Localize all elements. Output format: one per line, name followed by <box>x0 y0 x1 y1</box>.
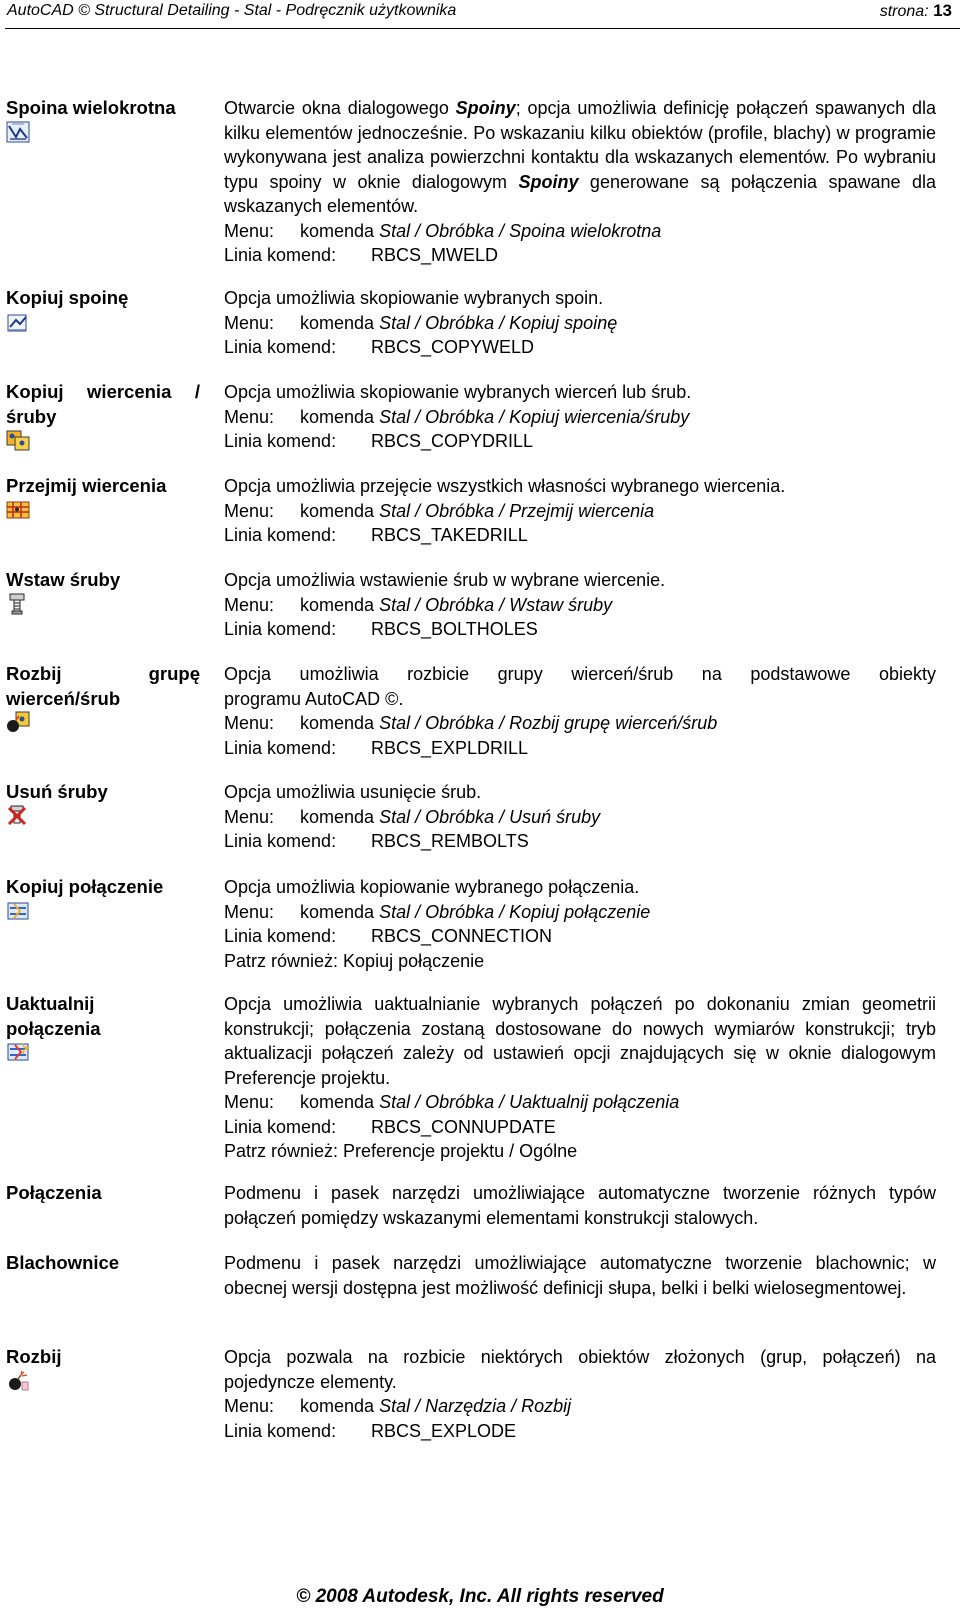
menu-path: Stal / Obróbka / Spoina wielokrotna <box>379 220 662 241</box>
entry-description <box>224 1345 936 1443</box>
entry-description <box>224 286 936 360</box>
explode-drill-group-icon <box>6 711 30 733</box>
explode-icon <box>6 1370 30 1392</box>
description-text: Otwarcie okna dialogowego Spoiny; opcja umożliwia definicję połączeń spawanych dla kilku elementów jednocześnie. Po wskazaniu kilku obiektów (profile, blachy) w programie wykonywana jest analiza powierzchni kontaktu dla wskazanych elementów. Po wybraniu typu spoiny w oknie dialogowym Spoiny generowane są połączenia spawane dla wskazanych elementów. <box>224 98 937 216</box>
command-name: RBCS_BOLTHOLES <box>371 619 538 639</box>
command-name: RBCS_COPYWELD <box>371 337 535 357</box>
entry-label <box>6 662 200 733</box>
label-text: wierceń/śrub <box>6 687 121 709</box>
description-text: Opcja umożliwia wstawienie śrub w wybrane wiercenie. <box>224 570 666 590</box>
menu-path: Stal / Obróbka / Przejmij wiercenia <box>379 500 655 521</box>
command-name: RBCS_CONNUPDATE <box>371 1116 556 1137</box>
menu-line: Menu: komenda Stal / Obróbka / Kopiuj połączenie <box>224 901 651 922</box>
entry-label <box>6 474 200 521</box>
description-text: Opcja umożliwia skopiowanie wybranych wierceń lub śrub. <box>224 382 692 402</box>
command-name: RBCS_MWELD <box>371 245 499 265</box>
copyright-footer: © 2008 Autodesk, Inc. All rights reserved <box>296 1586 664 1607</box>
menu-path: Stal / Obróbka / Usuń śruby <box>379 806 601 827</box>
entry-description <box>224 1181 936 1230</box>
page-header <box>5 0 960 29</box>
entry-description <box>224 780 936 854</box>
command-line: Linia komend: RBCS_REMBOLTS <box>224 831 529 851</box>
document-title: AutoCAD © Structural Detailing - Stal - Podręcznik użytkownika <box>7 2 457 19</box>
menu-path: Stal / Obróbka / Wstaw śruby <box>379 594 613 615</box>
page-number <box>880 1 952 21</box>
label-text: połączenia <box>6 1017 101 1039</box>
description-text: Opcja umożliwia kopiowanie wybranego połączenia. <box>224 877 640 897</box>
copy-connection-icon <box>6 900 30 922</box>
command-name: RBCS_REMBOLTS <box>371 831 529 851</box>
label-text: Kopiuj połączenie <box>6 876 164 897</box>
label-text: Uaktualnij <box>6 993 95 1014</box>
command-line: Linia komend: RBCS_TAKEDRILL <box>224 525 528 545</box>
entry-description <box>224 1251 936 1300</box>
multi-weld-icon <box>6 121 30 143</box>
entry-description <box>224 96 936 268</box>
menu-path: Stal / Obróbka / Kopiuj połączenie <box>379 901 651 922</box>
entry-label <box>6 1345 200 1392</box>
entry-label <box>6 1181 200 1206</box>
menu-line: Menu: komenda Stal / Obróbka / Spoina wielokrotna <box>224 220 662 241</box>
menu-line: Menu: komenda Stal / Obróbka / Wstaw śruby <box>224 594 613 615</box>
see-also: Patrz również: Kopiuj połączenie <box>224 950 485 971</box>
label-text: Usuń śruby <box>6 781 108 802</box>
menu-line: Menu: komenda Stal / Obróbka / Przejmij wiercenia <box>224 500 655 521</box>
remove-bolts-icon <box>6 805 30 827</box>
command-name: RBCS_CONNECTION <box>371 926 553 946</box>
menu-line: Menu: komenda Stal / Obróbka / Rozbij grupę wierceń/śrub <box>224 713 718 733</box>
update-connections-icon <box>6 1041 30 1063</box>
command-line: Linia komend: RBCS_COPYDRILL <box>224 431 534 451</box>
take-drilling-icon <box>6 499 30 521</box>
description-text: Podmenu i pasek narzędzi umożliwiające automatyczne tworzenie różnych typów połączeń pomiędzy wskazanymi elementami konstrukcji stalowych. <box>224 1183 936 1228</box>
command-line: Linia komend: RBCS_COPYWELD <box>224 337 535 357</box>
copy-drilling-icon <box>6 429 30 451</box>
menu-path: Stal / Narzędzia / Rozbij <box>379 1396 572 1416</box>
entry-description <box>224 568 936 642</box>
command-line: Linia komend: RBCS_EXPLODE <box>224 1420 517 1441</box>
label-text: Połączenia <box>6 1182 102 1203</box>
insert-bolts-icon <box>6 593 30 615</box>
command-name: RBCS_TAKEDRILL <box>371 525 528 545</box>
label-text: Rozbij grupę <box>6 663 200 684</box>
description-text: Opcja umożliwia usunięcie śrub. <box>224 782 482 802</box>
label-text: Przejmij wiercenia <box>6 475 167 496</box>
label-text: Kopiuj spoinę <box>6 287 129 308</box>
description-text: Opcja umożliwia rozbicie grupy wierceń/śrub na podstawowe obiekty <box>224 664 936 684</box>
description-text: programu AutoCAD ©. <box>224 688 404 709</box>
see-also: Patrz również: Preferencje projektu / Ogólne <box>224 1141 578 1161</box>
command-line: Linia komend: RBCS_CONNUPDATE <box>224 1116 556 1137</box>
menu-path: Stal / Obróbka / Uaktualnij połączenia <box>379 1092 680 1112</box>
description-text: Opcja umożliwia uaktualnianie wybranych połączeń po dokonaniu zmian geometrii konstrukcji; połączenia zostaną dostosowane do nowych wymiarów konstrukcji; tryb aktualizacji połączeń zależy od ustawień opcji znajdujących się w oknie dialogowym Preferencje projektu. <box>224 994 936 1088</box>
entry-description <box>224 662 936 760</box>
command-line: Linia komend: RBCS_EXPLDRILL <box>224 737 529 758</box>
entry-label <box>6 96 200 143</box>
label-text: śruby <box>6 405 57 427</box>
label-text: Wstaw śruby <box>6 569 121 590</box>
page-label: strona: <box>879 3 929 20</box>
command-line: Linia komend: RBCS_MWELD <box>224 245 499 265</box>
command-name: RBCS_EXPLODE <box>371 1420 517 1441</box>
menu-line: Menu: komenda Stal / Narzędzia / Rozbij <box>224 1396 572 1416</box>
entry-label <box>6 286 200 333</box>
entry-description <box>224 992 936 1164</box>
copy-weld-icon <box>6 311 30 333</box>
menu-path: Stal / Obróbka / Rozbij grupę wierceń/śrub <box>379 713 718 733</box>
entry-label <box>6 1251 200 1276</box>
entry-description <box>224 380 936 454</box>
menu-line: Menu: komenda Stal / Obróbka / Usuń śruby <box>224 806 601 827</box>
menu-line: Menu: komenda Stal / Obróbka / Kopiuj wiercenia/śruby <box>224 406 690 427</box>
label-text: Spoina wielokrotna <box>6 97 176 118</box>
page-number-value: 13 <box>933 1 952 20</box>
menu-line: Menu: komenda Stal / Obróbka / Kopiuj spoinę <box>224 312 618 333</box>
description-text: Opcja umożliwia przejęcie wszystkich własności wybranego wiercenia. <box>224 476 786 496</box>
label-text: Kopiuj wiercenia / <box>6 381 200 402</box>
menu-path: Stal / Obróbka / Kopiuj wiercenia/śruby <box>379 406 690 427</box>
entry-label <box>6 780 200 827</box>
label-text: Rozbij <box>6 1346 62 1367</box>
entry-label <box>6 992 200 1063</box>
entry-description <box>224 474 936 548</box>
entry-label <box>6 380 200 451</box>
description-text: Opcja pozwala na rozbicie niektórych obiektów złożonych (grup, połączeń) na pojedyncze elementy. <box>224 1347 936 1392</box>
entry-description <box>224 875 936 973</box>
command-line: Linia komend: RBCS_BOLTHOLES <box>224 619 538 639</box>
entry-label <box>6 568 200 615</box>
description-text: Opcja umożliwia skopiowanie wybranych spoin. <box>224 288 604 308</box>
command-name: RBCS_EXPLDRILL <box>371 737 529 758</box>
menu-path: Stal / Obróbka / Kopiuj spoinę <box>379 312 618 333</box>
entry-label <box>6 875 200 922</box>
description-text: Podmenu i pasek narzędzi umożliwiające automatyczne tworzenie blachownic; w obecnej wersji dostępna jest możliwość definicji słupa, belki i belki wielosegmentowej. <box>224 1253 936 1298</box>
command-line: Linia komend: RBCS_CONNECTION <box>224 926 553 946</box>
menu-line: Menu: komenda Stal / Obróbka / Uaktualnij połączenia <box>224 1092 680 1112</box>
label-text: Blachownice <box>6 1252 120 1273</box>
command-name: RBCS_COPYDRILL <box>371 431 534 451</box>
